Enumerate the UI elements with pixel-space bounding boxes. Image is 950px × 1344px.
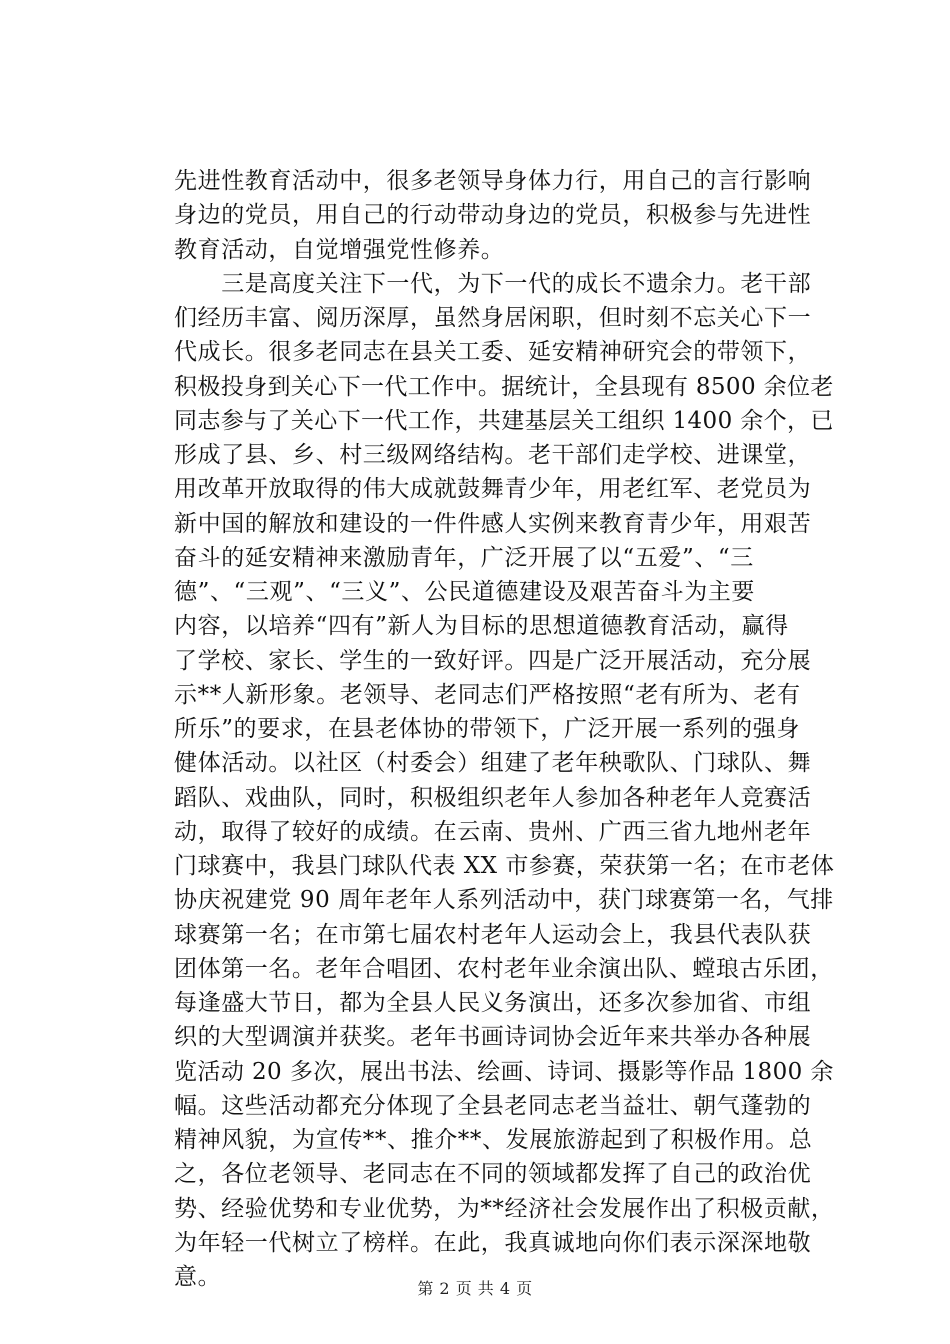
text-line: 们经历丰富、阅历深厚，虽然身居闲职，但时刻不忘关心下一: [174, 305, 812, 331]
text-line: 览活动 20 多次，展出书法、绘画、诗词、摄影等作品 1800 余: [174, 1058, 834, 1085]
text-line: 协庆祝建党 90 周年老年人系列活动中，获门球赛第一名，气排: [174, 887, 834, 914]
text-line: 球赛第一名；在市第七届农村老年人运动会上，我县代表队获: [174, 921, 812, 948]
text-line: 代成长。很多老同志在县关工委、延安精神研究会的带领下，: [174, 339, 812, 366]
text-line: 德”、“三观”、“三义”、公民道德建设及艰苦奋斗为主要: [174, 579, 755, 605]
text-line: 身边的党员，用自己的行动带动身边的党员，积极参与先进性: [174, 202, 812, 229]
text-line: 内容，以培养“四有”新人为目标的思想道德教育活动，赢得: [174, 613, 789, 640]
text-line: 幅。这些活动都充分体现了全县老同志老当益壮、朝气蓬勃的: [174, 1092, 812, 1119]
text-line: 形成了县、乡、村三级网络结构。老干部们走学校、进课堂，: [174, 442, 812, 468]
text-line: 织的大型调演并获奖。老年书画诗词协会近年来共举办各种展: [174, 1024, 812, 1051]
text-line: 同志参与了关心下一代工作，共建基层关工组织 1400 余个，已: [174, 407, 834, 434]
text-line: 积极投身到关心下一代工作中。据统计，全县现有 8500 余位老: [174, 373, 834, 400]
text-line: 蹈队、戏曲队，同时，积极组织老年人参加各种老年人竞赛活: [174, 784, 812, 811]
page-footer: 第 2 页 共 4 页: [417, 1279, 533, 1298]
text-line: 了学校、家长、学生的一致好评。四是广泛开展活动，充分展: [174, 647, 812, 674]
text-line: 健体活动。以社区（村委会）组建了老年秧歌队、门球队、舞: [174, 750, 812, 777]
text-line: 每逢盛大节日，都为全县人民义务演出，还多次参加省、市组: [174, 990, 812, 1016]
text-line: 示**人新形象。老领导、老同志们严格按照“老有所为、老有: [174, 681, 801, 708]
text-line: 奋斗的延安精神来激励青年，广泛开展了以“五爱”、“三: [174, 544, 754, 571]
text-line: 门球赛中，我县门球队代表 XX 市参赛，荣获第一名；在市老体: [174, 853, 835, 879]
text-line: 三是高度关注下一代，为下一代的成长不遗余力。老干部: [174, 270, 812, 297]
text-line: 为年轻一代树立了榜样。在此，我真诚地向你们表示深深地敬: [174, 1229, 812, 1256]
body-text: [174, 164, 834, 1294]
text-line: 精神风貌，为宣传**、推介**、发展旅游起到了积极作用。总: [174, 1127, 813, 1153]
text-line: 先进性教育活动中，很多老领导身体力行，用自己的言行影响: [174, 168, 812, 194]
text-line: 团体第一名。老年合唱团、农村老年业余演出队、螳琅古乐团，: [174, 955, 834, 982]
text-line: 教育活动，自觉增强党性修养。: [174, 236, 505, 263]
text-line: 势、经验优势和专业优势，为**经济社会发展作出了积极贡献，: [174, 1195, 835, 1222]
text-line: 动，取得了较好的成绩。在云南、贵州、广西三省九地州老年: [174, 818, 812, 845]
text-line: 意。: [174, 1264, 222, 1290]
text-line: 所乐”的要求，在县老体协的带领下，广泛开展一系列的强身: [174, 716, 800, 742]
text-line: 用改革开放取得的伟大成就鼓舞青少年，用老红军、老党员为: [174, 476, 812, 503]
text-line: 新中国的解放和建设的一件件感人实例来教育青少年，用艰苦: [174, 510, 812, 537]
text-line: 之，各位老领导、老同志在不同的领域都发挥了自己的政治优: [174, 1161, 812, 1188]
